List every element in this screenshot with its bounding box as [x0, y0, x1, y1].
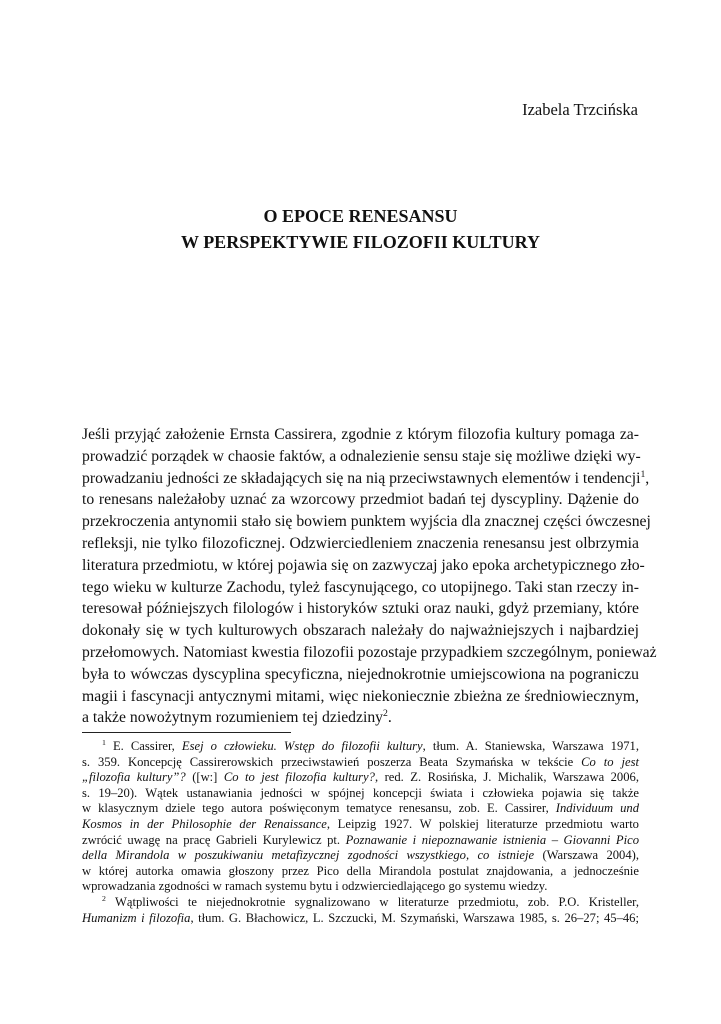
body-line: to renesans należałoby uznać za wzorcowy przedmiot badań tej dyscypliny. Dążenie do — [82, 491, 639, 509]
title-line-2: W PERSPEKTYWIE FILOZOFII KULTURY — [181, 232, 540, 252]
body-line: refleksji, nie tylko filozoficznej. Odzwierciedleniem znaczenia renesansu jest olbrzymia — [82, 534, 639, 552]
body-line: teresował późniejszych filologów i historyków sztuki oraz nauki, gdyż przemiany, które — [82, 600, 639, 618]
body-line: przełomowych. Natomiast kwestia filozofii pozostaje przypadkiem szczególnym, ponieważ — [82, 643, 657, 661]
body-line: przekroczenia antynomii stało się bowiem punktem wyjścia dla znacznej części ówczesnej — [82, 513, 651, 531]
article-title — [0, 203, 721, 255]
footnote-ref-2[interactable]: 2 — [383, 708, 388, 720]
footnote-ref-1[interactable]: 1 — [640, 468, 646, 480]
footnote-1-line: zwrócić uwagę na pracę Gabrieli Kurylewicz pt. Poznawanie i niepoznawanie istnienia – Giovanni Pico — [82, 832, 640, 847]
footnote-number-1: 1 — [102, 737, 106, 747]
title-line-1: O EPOCE RENESANSU — [263, 206, 458, 226]
footnote-1-line: s. 359. Koncepcję Cassirerowskich przeciwstawień poszerza Beata Szymańska w tekście Co to jest — [82, 754, 640, 769]
footnote-1-line: $^1$ E. Cassirer, Esej o człowieku. Wstęp do filozofii kultury, tłum. A. Staniewska, Warszawa 1971, — [102, 737, 639, 753]
body-line: prowadzić porządek w chaosie faktów, a odnalezienie sensu staje się możliwe dzięki wy- — [82, 447, 641, 465]
body-line: była to wówczas dyscyplina specyficzna, niejednokrotnie umiejscowiona na pograniczu — [82, 665, 639, 683]
footnote-1-line: s. 19–20). Wątek ustanawiania jedności w spójnej koncepcji świata i człowieka pojawia się także — [82, 785, 639, 800]
footnote-1-line: w klasycznym dziele tego autora poświęconym tematyce renesansu, zob. E. Cassirer, Individuum und — [82, 801, 640, 816]
footnote-1-line: „filozofia kultury”? ([w:] Co to jest filozofia kultury?, red. Z. Rosińska, J. Michalik, Warszawa 2006, — [82, 770, 639, 785]
footnote-number-2: 2 — [102, 893, 106, 903]
footnote-2-line: $^2$ Wątpliwości te niejednokrotnie sygnalizowano w literaturze przedmiotu, zob. P.O. Kristeller, — [102, 893, 640, 909]
body-line: Jeśli przyjąć założenie Ernsta Cassirera, zgodnie z którym filozofia kultury pomaga za- — [82, 426, 639, 443]
body-line: dokonały się w tych kulturowych obszarach należały do najważniejszych i najbardziej — [82, 622, 639, 640]
author-name: Izabela Trzcińska — [522, 100, 638, 119]
body-line: prowadzaniu jedności ze składających się na nią przeciwstawnych elementów i tendencji$^1$, — [82, 468, 650, 487]
body-line: tego wieku w kulturze Zachodu, tyleż fascynującego, co utopijnego. Taki stan rzeczy in- — [82, 578, 639, 596]
footnotes — [82, 739, 639, 926]
body-line: magii i fascynacji antycznymi mitami, więc niekoniecznie zbieżna ze średniowiecznym, — [82, 687, 639, 705]
footnote-separator — [82, 732, 291, 733]
footnote-2-line: Humanizm i filozofia, tłum. G. Błachowicz, L. Szczucki, M. Szymański, Warszawa 1985, s. 26–27; 45–46; — [82, 910, 639, 925]
body-line: a także nowożytnym rozumieniem tej dziedziny$^2$. — [82, 708, 392, 727]
footnote-1-line: Kosmos in der Philosophie der Renaissance, Leipzig 1927. W polskiej literaturze przedmiotu warto — [82, 816, 639, 831]
body-paragraph — [82, 424, 657, 729]
footnote-1-line: wprowadzania zgodności w ramach systemu bytu i odzwierciedlającego go systemu wiedzy. — [82, 879, 548, 894]
footnote-1-line: della Mirandola w poszukiwaniu metafizycznej zgodności wszystkiego, co istnieje (Warszawa 2004), — [82, 848, 639, 863]
body-line: literatura przedmiotu, w której pojawia się on zazwyczaj jako epoka archetypicznego zło- — [82, 556, 645, 574]
footnote-1-line: w której autorka omawia głoszony przez Pico della Mirandola postulat znajdowania, a jednocześnie — [82, 863, 639, 878]
